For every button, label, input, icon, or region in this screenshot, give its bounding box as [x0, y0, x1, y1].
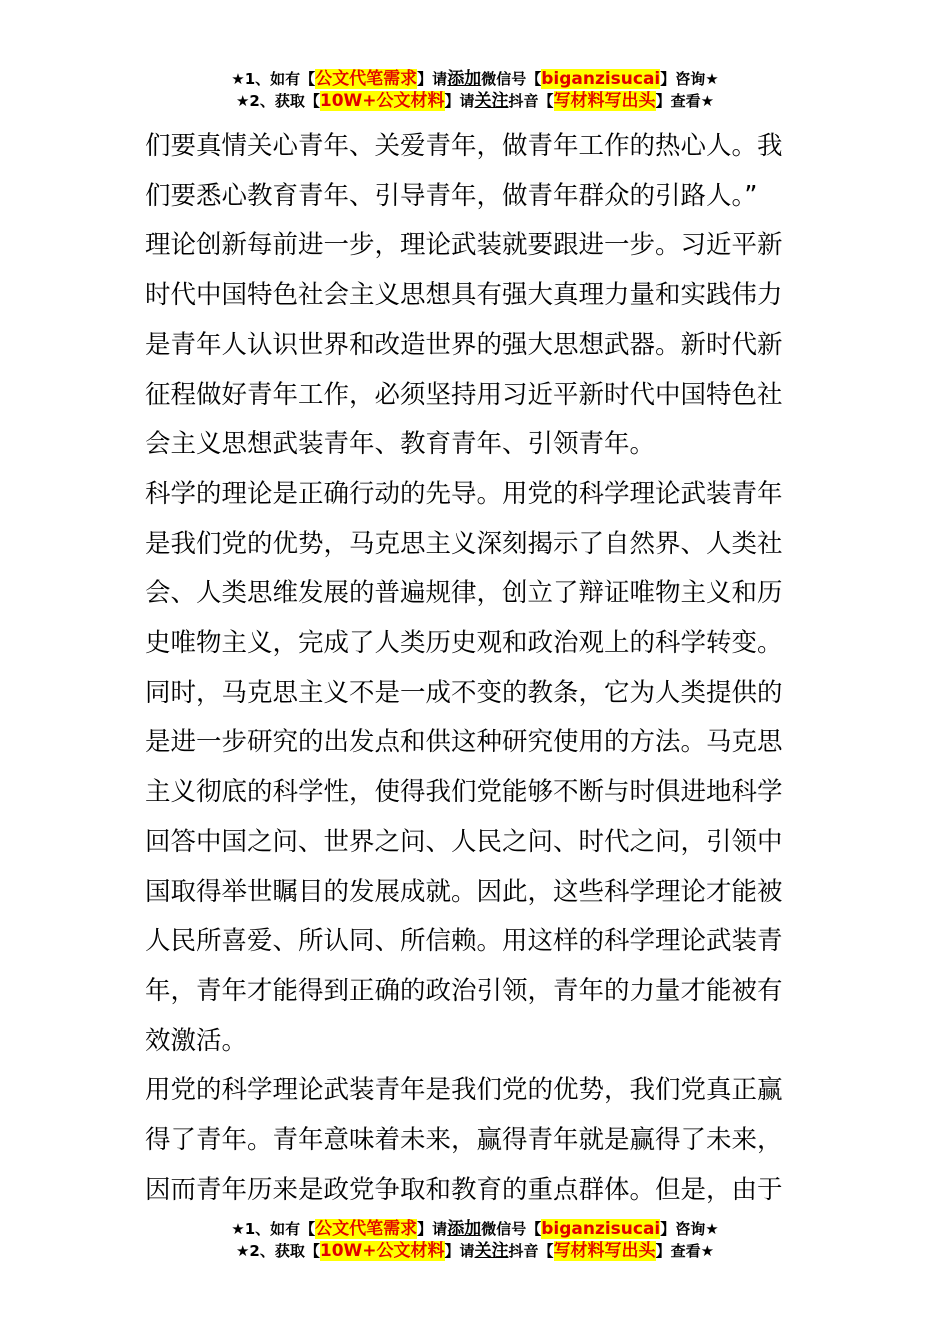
banner-text: ★2、获取【 — [235, 92, 320, 110]
materials-highlight: 10W+公文材料 — [319, 1241, 445, 1261]
body-line: 回答中国之问、世界之问、人民之问、时代之问，引领中 — [145, 826, 783, 857]
service-highlight: 公文代笔需求 — [315, 69, 418, 89]
body-line: 得了青年。青年意味着未来，赢得青年就是赢得了未来， — [145, 1125, 783, 1156]
banner-emphasis: 关注 — [474, 91, 509, 111]
body-line: 们要悉心教育青年、引导青年，做青年群众的引路人。” — [145, 180, 758, 211]
footer-banner — [0, 1218, 950, 1262]
banner-text: 】请 — [417, 1220, 448, 1238]
wechat-id-highlight: biganzisucai — [541, 1219, 661, 1239]
body-line: 是我们党的优势，马克思主义深刻揭示了自然界、人类社 — [145, 528, 783, 559]
body-line: 会主义思想武装青年、教育青年、引领青年。 — [145, 429, 656, 460]
banner-text: 微信号【 — [481, 70, 542, 88]
banner-text: 】查看★ — [655, 92, 715, 110]
banner-line-2 — [0, 1240, 950, 1262]
banner-text: 】咨询★ — [660, 70, 719, 88]
body-line: 效激活。 — [145, 1025, 248, 1056]
body-line: 是进一步研究的出发点和供这种研究使用的方法。马克思 — [145, 727, 783, 758]
body-line: 因而青年历来是政党争取和教育的重点群体。但是，由于 — [145, 1174, 783, 1205]
body-line: 科学的理论是正确行动的先导。用党的科学理论武装青年 — [145, 478, 783, 509]
banner-text: ★1、如有【 — [231, 1220, 316, 1238]
banner-text: 抖音【 — [508, 92, 554, 110]
wechat-id-highlight: biganzisucai — [541, 69, 661, 89]
banner-text: 】查看★ — [655, 1242, 715, 1260]
banner-line-1 — [0, 68, 950, 90]
banner-emphasis: 添加 — [447, 1219, 482, 1239]
body-line: 人民所喜爱、所认同、所信赖。用这样的科学理论武装青 — [145, 926, 783, 957]
materials-highlight: 10W+公文材料 — [319, 91, 445, 111]
douyin-id-highlight: 写材料写出头 — [553, 1241, 656, 1261]
banner-line-1 — [0, 1218, 950, 1240]
body-line: 是青年人认识世界和改造世界的强大思想武器。新时代新 — [145, 329, 783, 360]
body-line: 同时，马克思主义不是一成不变的教条，它为人类提供的 — [145, 677, 783, 708]
banner-text: 】请 — [444, 92, 475, 110]
body-line: 国取得举世瞩目的发展成就。因此，这些科学理论才能被 — [145, 876, 783, 907]
document-body — [145, 122, 810, 1215]
banner-text: ★1、如有【 — [231, 70, 316, 88]
body-line: 们要真情关心青年、关爱青年，做青年工作的热心人。我 — [145, 131, 783, 161]
body-line: 年，青年才能得到正确的政治引领，青年的力量才能被有 — [145, 975, 783, 1006]
body-line: 理论创新每前进一步，理论武装就要跟进一步。习近平新 — [145, 230, 783, 261]
banner-emphasis: 关注 — [474, 1241, 509, 1261]
banner-text: 】请 — [417, 70, 448, 88]
body-line: 史唯物主义，完成了人类历史观和政治观上的科学转变。 — [145, 628, 783, 659]
body-line: 用党的科学理论武装青年是我们党的优势，我们党真正赢 — [145, 1075, 783, 1106]
banner-text: 微信号【 — [481, 1220, 542, 1238]
body-line: 征程做好青年工作，必须坚持用习近平新时代中国特色社 — [145, 379, 783, 410]
banner-text: 】咨询★ — [660, 1220, 719, 1238]
body-line: 主义彻底的科学性，使得我们党能够不断与时俱进地科学 — [145, 777, 783, 808]
banner-text: 】请 — [444, 1242, 475, 1260]
service-highlight: 公文代笔需求 — [315, 1219, 418, 1239]
body-line: 会、人类思维发展的普遍规律，创立了辩证唯物主义和历 — [145, 578, 783, 609]
banner-text: ★2、获取【 — [235, 1242, 320, 1260]
banner-line-2 — [0, 90, 950, 112]
douyin-id-highlight: 写材料写出头 — [553, 91, 656, 111]
banner-text: 抖音【 — [508, 1242, 554, 1260]
body-line: 时代中国特色社会主义思想具有强大真理力量和实践伟力 — [145, 280, 783, 311]
banner-emphasis: 添加 — [447, 69, 482, 89]
header-banner — [0, 68, 950, 112]
